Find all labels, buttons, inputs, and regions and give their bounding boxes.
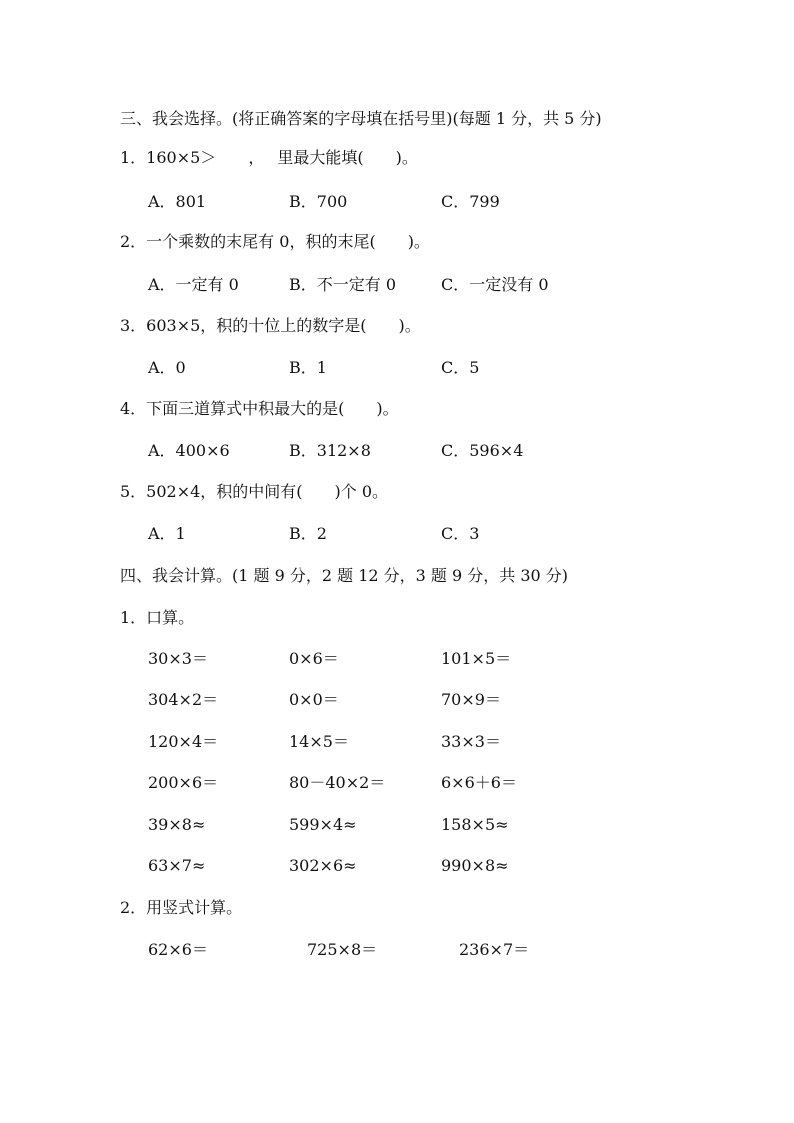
calc-item: 80－40×2＝ <box>289 773 386 792</box>
calc-item: 33×3＝ <box>441 732 501 751</box>
calc-item: 101×5＝ <box>441 649 512 668</box>
q5-option-a[interactable]: A．1 <box>148 524 186 543</box>
calc-item: 304×2＝ <box>148 690 219 709</box>
vertical-calc-item: 725×8＝ <box>307 940 378 959</box>
q1-option-a[interactable]: A．801 <box>148 192 207 211</box>
calc-item: 63×7≈ <box>148 856 206 875</box>
question-1-prefix: 1．160×5＞ <box>120 148 217 167</box>
q1-option-c[interactable]: C．799 <box>441 192 500 211</box>
vertical-calc-item: 236×7＝ <box>459 940 530 959</box>
question-3: 3．603×5，积的十位上的数字是( )。 <box>120 316 421 335</box>
section3-heading: 三、我会选择。(将正确答案的字母填在括号里)(每题 1 分，共 5 分) <box>120 109 602 128</box>
calc-item: 158×5≈ <box>441 815 509 834</box>
calc-item: 599×4≈ <box>289 815 357 834</box>
question-5: 5．502×4，积的中间有( )个 0。 <box>120 482 389 501</box>
q3-option-c[interactable]: C．5 <box>441 358 480 377</box>
calc-item: 990×8≈ <box>441 856 509 875</box>
calc-item: 14×5＝ <box>289 732 349 751</box>
calc-item: 0×0＝ <box>289 690 339 709</box>
q4-option-b[interactable]: B．312×8 <box>289 441 371 460</box>
q3-option-a[interactable]: A．0 <box>148 358 186 377</box>
calc-item: 6×6＋6＝ <box>441 773 517 792</box>
q2-option-a[interactable]: A．一定有 0 <box>148 275 239 294</box>
question-4: 4．下面三道算式中积最大的是( )。 <box>120 399 399 418</box>
vertical-calc-item: 62×6＝ <box>148 940 208 959</box>
q3-option-b[interactable]: B．1 <box>289 358 327 377</box>
section4-heading: 四、我会计算。(1 题 9 分，2 题 12 分，3 题 9 分，共 30 分) <box>120 566 569 585</box>
q1-option-b[interactable]: B．700 <box>289 192 348 211</box>
q4-option-c[interactable]: C．596×4 <box>441 441 524 460</box>
q5-option-b[interactable]: B．2 <box>289 524 327 543</box>
calc-item: 39×8≈ <box>148 815 206 834</box>
calc-item: 0×6＝ <box>289 649 339 668</box>
part1-title: 1．口算。 <box>120 608 195 627</box>
q2-option-b[interactable]: B．不一定有 0 <box>289 275 397 294</box>
question-1-suffix: ， 里最大能填( )。 <box>248 148 418 167</box>
q4-option-a[interactable]: A．400×6 <box>148 441 230 460</box>
calc-item: 70×9＝ <box>441 690 501 709</box>
calc-item: 302×6≈ <box>289 856 357 875</box>
calc-item: 120×4＝ <box>148 732 219 751</box>
question-2: 2．一个乘数的末尾有 0，积的末尾( )。 <box>120 232 430 251</box>
q2-option-c[interactable]: C．一定没有 0 <box>441 275 549 294</box>
part2-title: 2．用竖式计算。 <box>120 898 243 917</box>
calc-item: 30×3＝ <box>148 649 208 668</box>
q5-option-c[interactable]: C．3 <box>441 524 480 543</box>
calc-item: 200×6＝ <box>148 773 219 792</box>
question-1 <box>120 148 418 168</box>
